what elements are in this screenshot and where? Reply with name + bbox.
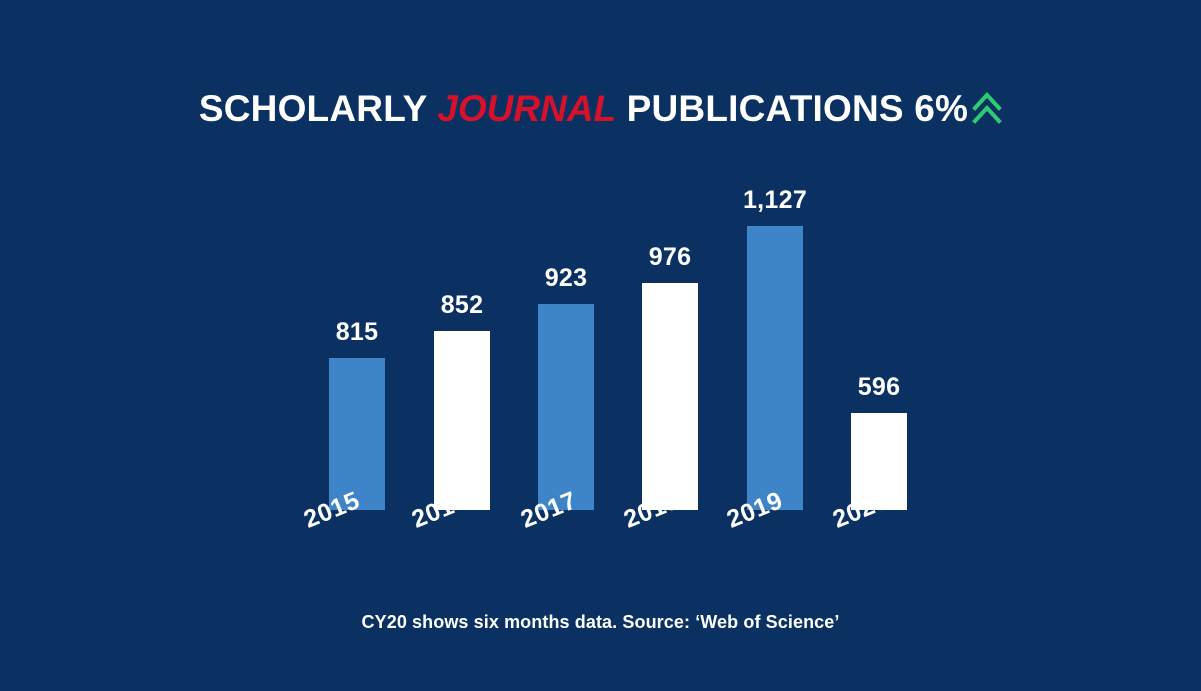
category-label-2020: 2020 bbox=[828, 486, 893, 534]
category-label-2018: 2018 bbox=[619, 486, 684, 534]
category-label-2015: 2015 bbox=[299, 486, 364, 534]
title-accent-word: JOURNAL bbox=[437, 88, 617, 129]
bar-2018[interactable] bbox=[642, 283, 698, 510]
category-label-2019: 2019 bbox=[722, 486, 787, 534]
bar-value-label: 976 bbox=[648, 243, 692, 271]
bar-value-label: 596 bbox=[857, 373, 901, 401]
title-part-one: SCHOLARLY bbox=[198, 88, 438, 129]
category-label-2016: 2016 bbox=[407, 486, 472, 534]
bar-value-label: 815 bbox=[335, 318, 379, 346]
double-chevron-up-icon bbox=[972, 90, 1002, 128]
bar-value-label: 852 bbox=[440, 291, 484, 319]
bar-value-label: 923 bbox=[544, 264, 588, 292]
chart-footnote: CY20 shows six months data. Source: ‘Web of Science’ bbox=[361, 612, 840, 632]
bar-2019[interactable] bbox=[747, 226, 803, 510]
bar-value-label: 1,127 bbox=[742, 186, 808, 214]
category-axis bbox=[0, 486, 1201, 566]
page-title bbox=[0, 88, 1201, 130]
bar-chart-plot-area bbox=[0, 150, 1201, 510]
category-label-2017: 2017 bbox=[516, 486, 581, 534]
title-part-two: PUBLICATIONS 6% bbox=[616, 88, 969, 129]
